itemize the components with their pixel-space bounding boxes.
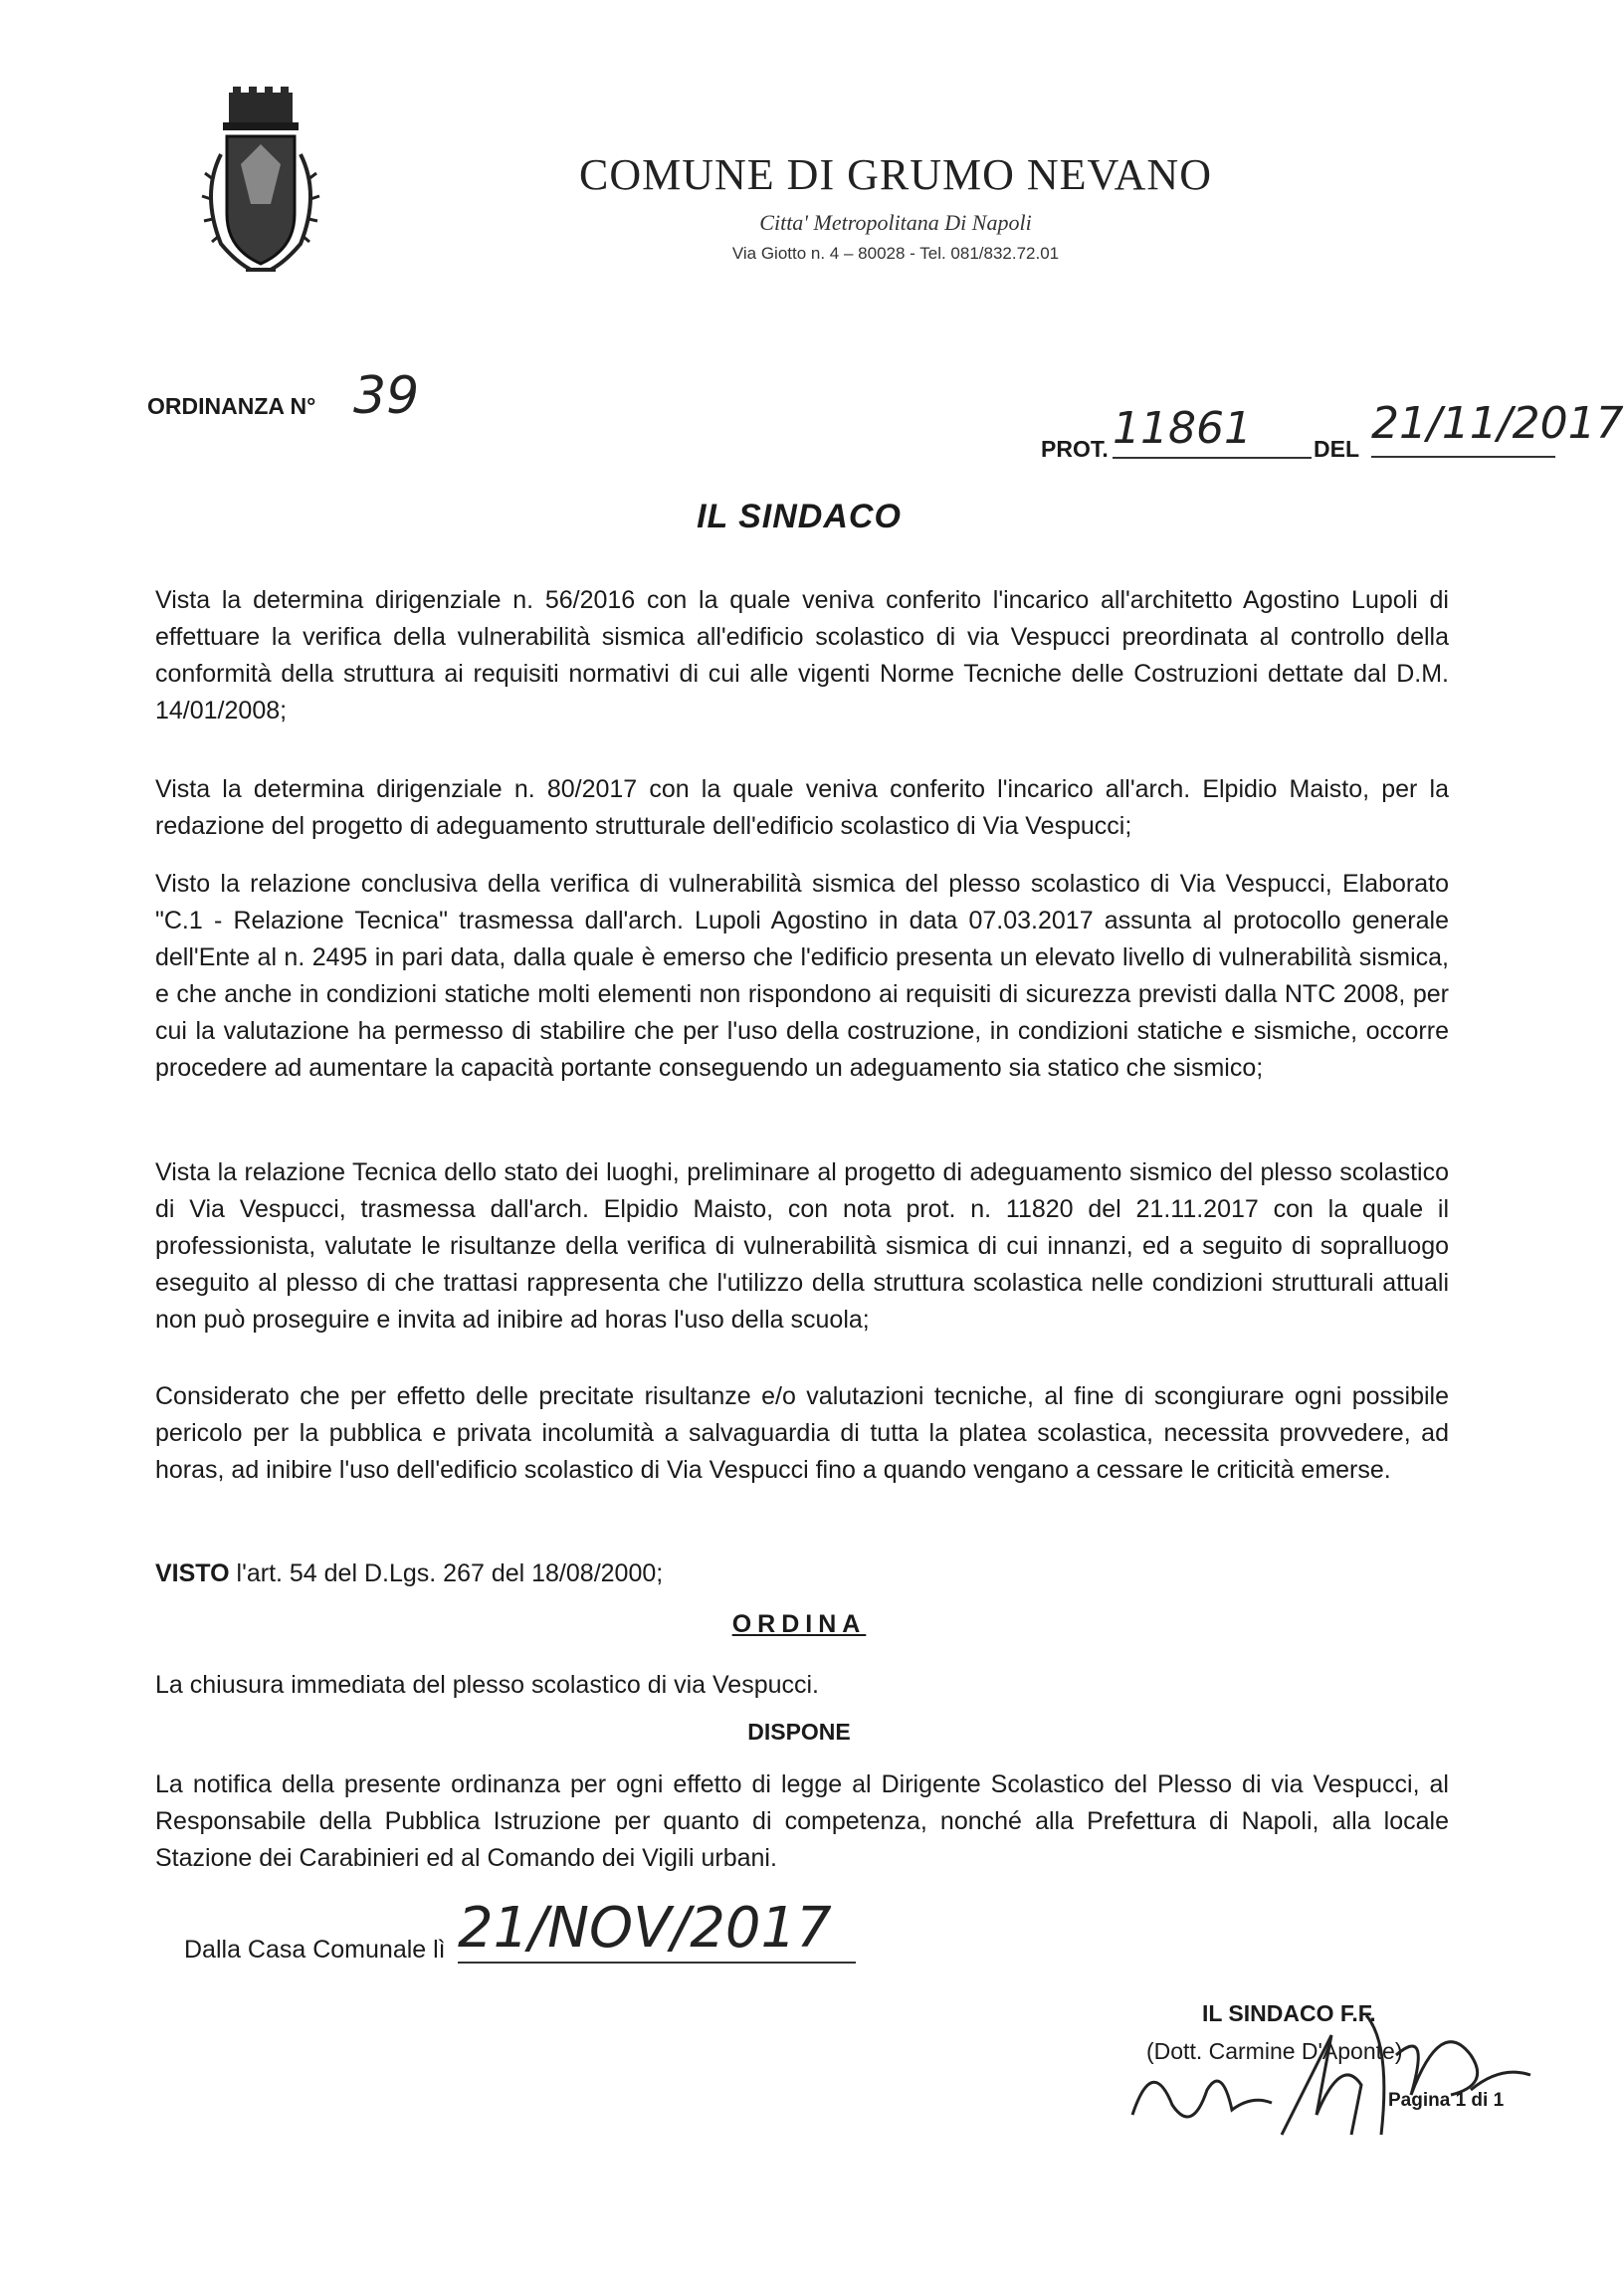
protocol-label: PROT. [1041, 436, 1109, 462]
document-title: IL SINDACO [697, 498, 902, 535]
ordina-heading: ORDINA [731, 1610, 867, 1638]
visto-bold: VISTO [155, 1559, 230, 1587]
paragraph-considerato: Considerato che per effetto delle precitate risultanze e/o valutazioni tecniche, al fine di scongiurare ogni possibile pericolo per la pubblica e privata incolumità a salvaguardia di tutta la platea scolastica, necessita provvedere, ad horas, ad inibire l'uso dell'edificio scolastico di Via Vespucci fino a quando vengano a cessare le criticità emerse. [155, 1382, 1449, 1484]
date-label: DEL [1314, 436, 1359, 462]
municipality-name: COMUNE DI GRUMO NEVANO [579, 150, 1212, 199]
dispone-heading: DISPONE [747, 1719, 851, 1745]
paragraph-determina-56: Vista la determina dirigenziale n. 56/2016 con la quale veniva conferito l'incarico all'architetto Agostino Lupoli di effettuare la verifica della vulnerabilità sismica all'edificio scolastico di via Vespucci preordinata al controllo della conformità della struttura ai requisiti normativi di cui alle vigenti Norme Tecniche delle Costruzioni dettate dal D.M. 14/01/2008; [155, 586, 1449, 725]
protocol-number: 11861 [1113, 403, 1312, 459]
metropolitan-city: Citta' Metropolitana Di Napoli [759, 210, 1032, 235]
closing-label: Dalla Casa Comunale lì [184, 1936, 446, 1964]
paragraph-determina-80: Vista la determina dirigenziale n. 80/2017 con la quale veniva conferito l'incarico all'arch. Elpidio Maisto, per la redazione del progetto di adeguamento strutturale dell'edificio scolastico di Via Vespucci; [155, 775, 1449, 840]
ordinance-number: 39 [353, 366, 420, 426]
paragraph-relazione-conclusiva: Visto la relazione conclusiva della verifica di vulnerabilità sismica del plesso scolastico di Via Vespucci, Elaborato "C.1 - Relazione Tecnica" trasmessa dall'arch. Lupoli Agostino in data 07.03.2017 assunta al protocollo generale dell'Ente al n. 2495 in pari data, dalla quale è emerso che l'edificio presenta un elevato livello di vulnerabilità sismica, e che anche in condizioni statiche molti elementi non rispondono ai requisiti di sicurezza previsti dalla NTC 2008, per cui la valutazione ha permesso di stabilire che per l'uso della costruzione, in condizioni statiche e sismiche, occorre procedere ad aumentare la capacità portante conseguendo un adeguamento sia statico che sismico; [155, 870, 1449, 1082]
coat-of-arms-emblem [191, 85, 330, 284]
signatory-title: IL SINDACO F.F. [1202, 2000, 1376, 2026]
signatory-name: (Dott. Carmine D'Aponte) [1146, 2038, 1403, 2064]
paragraph-visto [155, 1555, 1449, 1592]
ordinance-label: ORDINANZA N° [147, 393, 316, 419]
paragraph-chiusura: La chiusura immediata del plesso scolastico di via Vespucci. [155, 1671, 820, 1699]
closing-date: 21/NOV/2017 [458, 1896, 856, 1964]
visto-text: l'art. 54 del D.Lgs. 267 del 18/08/2000; [229, 1559, 664, 1587]
paragraph-notifica: La notifica della presente ordinanza per ogni effetto di legge al Dirigente Scolastico del Plesso di via Vespucci, al Responsabile della Pubblica Istruzione per quanto di competenza, nonché alla Prefettura di Napoli, alla locale Stazione dei Carabinieri ed al Comando dei Vigili urbani. [155, 1770, 1449, 1872]
handwritten-signature [1113, 1995, 1540, 2145]
address-line: Via Giotto n. 4 – 80028 - Tel. 081/832.72.01 [731, 244, 1060, 263]
page-number: Pagina 1 di 1 [1388, 2090, 1505, 2111]
letterhead [547, 149, 1244, 264]
paragraph-relazione-tecnica: Vista la relazione Tecnica dello stato dei luoghi, preliminare al progetto di adeguamento sismico del plesso scolastico di Via Vespucci, trasmessa dall'arch. Elpidio Maisto, con nota prot. n. 11820 del 21.11.2017 con la quale il professionista, valutate le risultanze della verifica di vulnerabilità sismica di cui innanzi, ed a seguito di sopralluogo eseguito al plesso di che trattasi rappresenta che l'utilizzo della struttura scolastica nelle condizioni strutturali attuali non può proseguire e invita ad inibire ad horas l'uso della scuola; [155, 1158, 1449, 1334]
protocol-date: 21/11/2017 [1371, 398, 1555, 458]
